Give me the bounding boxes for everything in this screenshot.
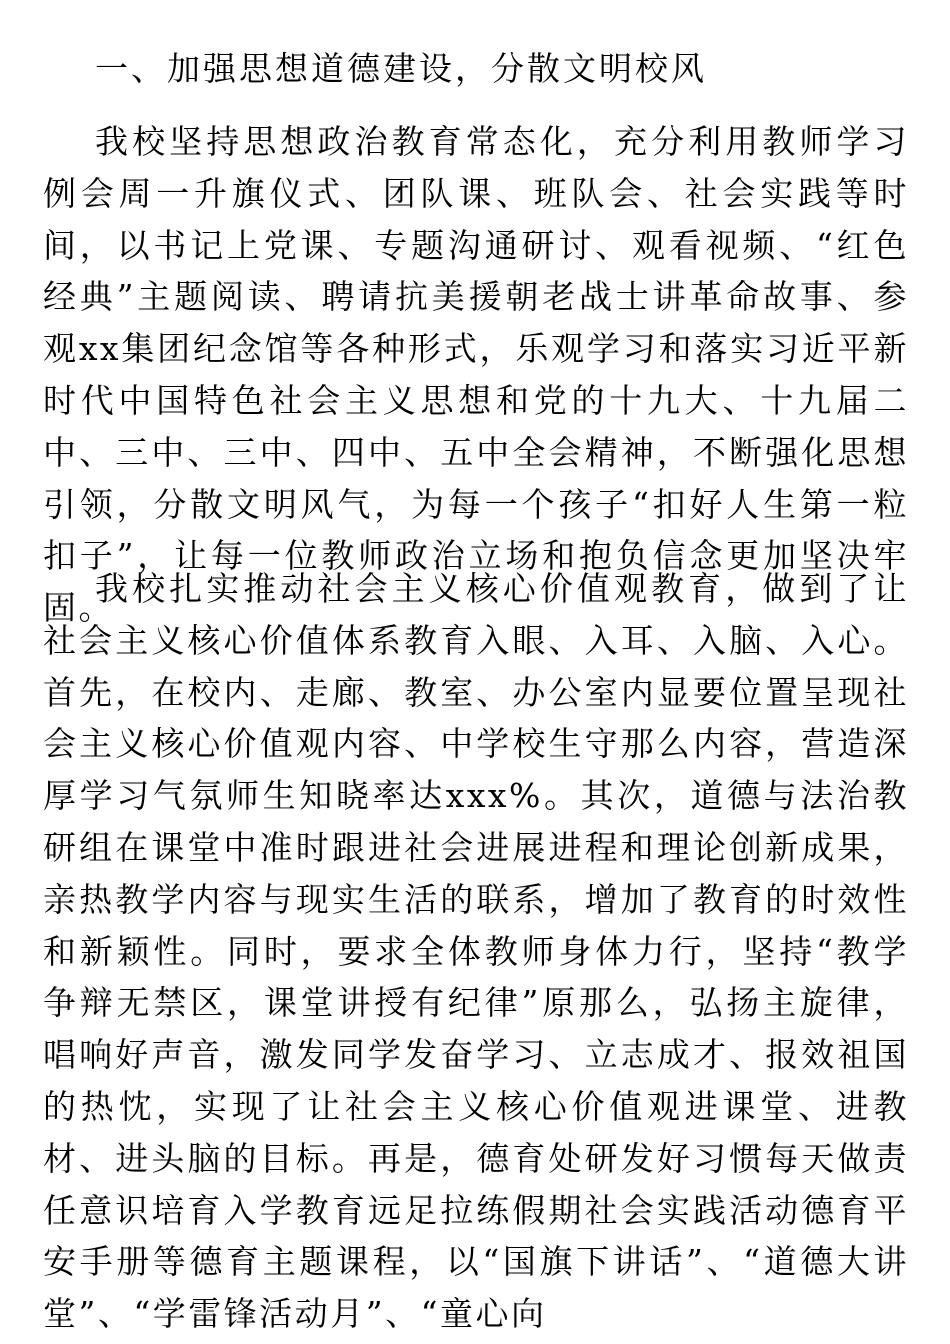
- section-heading: 一、加强思想道德建设，分散文明校风: [95, 49, 707, 88]
- paragraph-ideological-education: 我校坚持思想政治教育常态化，充分利用教师学习例会周一升旗仪式、团队课、班队会、社会实践等时间，以书记上党课、专题沟通研讨、观看视频、“红色经典”主题阅读、聘请抗美援朝老战士讲革命故事、参观xx集团纪念馆等各种形式，乐观学习和落实习近平新时代中国特色社会主义思想和党的十九大、十九届二中、三中、三中、四中、五中全会精神，不断强化思想引领，分散文明风气，为每一个孩子“扣好人生第一粒扣子”，让每一位教师政治立场和抱负信念更加坚决牢固。: [43, 122, 909, 628]
- paragraph-core-values-education: 我校扎实推动社会主义核心价值观教育，做到了让社会主义核心价值体系教育入眼、入耳、入脑、入心。首先，在校内、走廊、教室、办公室内显要位置呈现社会主义核心价值观内容、中学校生守那么内容，营造深厚学习气氛师生知晓率达xxx%。其次，道德与法治教研组在课堂中准时跟进社会进展进程和理论创新成果，亲热教学内容与现实生活的联系，增加了教育的时效性和新颖性。同时，要求全体教师身体力行，坚持“教学争辩无禁区，课堂讲授有纪律”原那么，弘扬主旋律，唱响好声音，激发同学发奋学习、立志成才、报效祖国的热忱，实现了让社会主义核心价值观进课堂、进教材、进头脑的目标。再是，德育处研发好习惯每天做责任意识培育入学教育远足拉练假期社会实践活动德育平安手册等德育主题课程，以“国旗下讲话”、“道德大讲堂”、“学雷锋活动月”、“童心向: [43, 569, 909, 1334]
